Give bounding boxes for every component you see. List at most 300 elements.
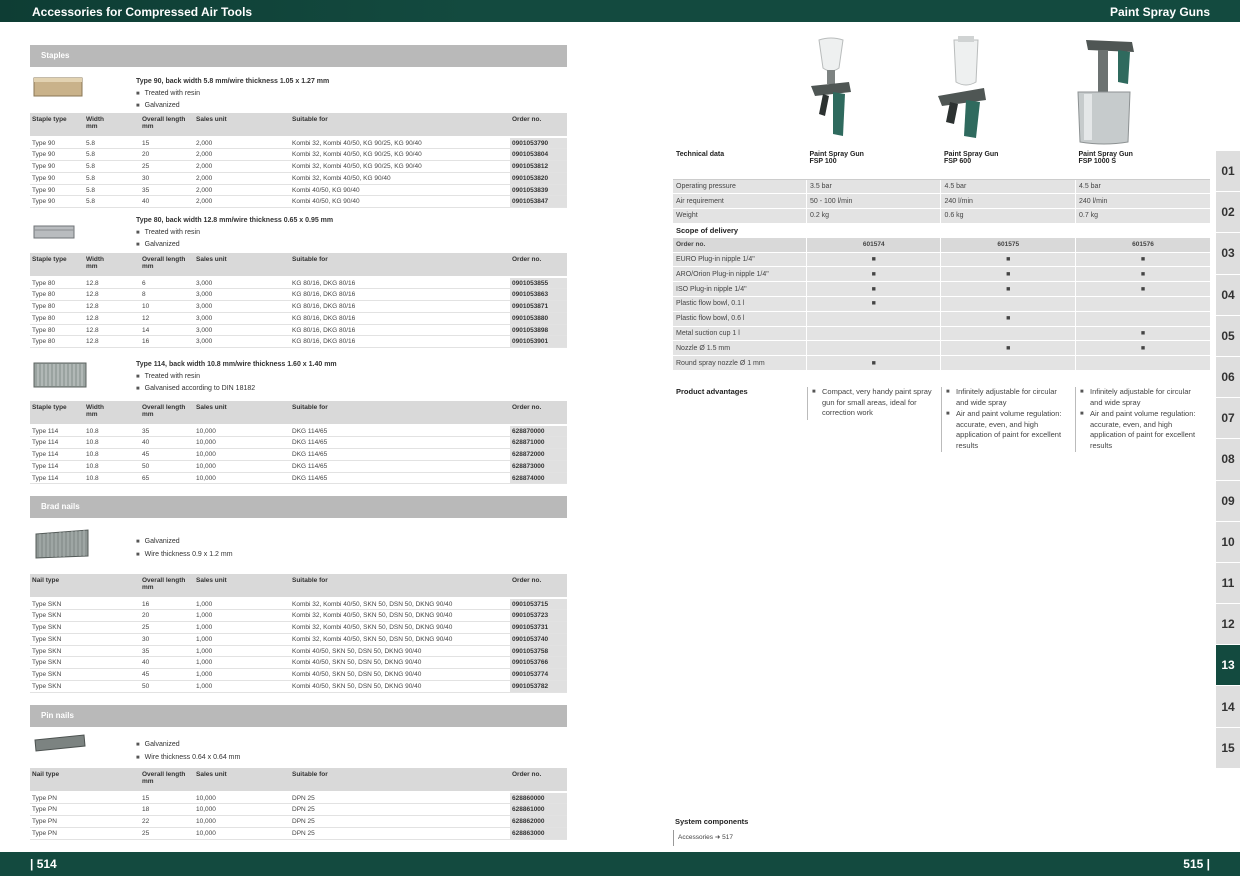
table-cell: 4.5 bar [941, 179, 1076, 194]
order-number: 628863000 [510, 827, 567, 839]
order-number: 628874000 [510, 472, 567, 484]
fsp600-image [932, 36, 994, 140]
product-name: Paint Spray Gun FSP 100 [806, 149, 941, 179]
table-row [30, 460, 567, 472]
order-number: 628871000 [510, 437, 567, 449]
order-number: 0901053782 [510, 681, 567, 693]
order-number: 628862000 [510, 816, 567, 828]
order-number: 0901053723 [510, 610, 567, 622]
table-cell: 16 [140, 598, 194, 610]
table-cell: DKG 114/65 [290, 437, 510, 449]
table-row [30, 161, 567, 173]
table-cell [84, 827, 140, 839]
table-row [30, 645, 567, 657]
bullet: ■ Wire thickness 0.9 x 1.2 mm [136, 549, 233, 562]
table-cell: Type SKN [30, 633, 84, 645]
chapter-tab[interactable]: 10 [1216, 522, 1240, 563]
table-row [30, 301, 567, 313]
table-cell: 3,000 [194, 277, 290, 289]
staples-type80-image [32, 222, 76, 242]
footer-band [0, 852, 1240, 876]
table-cell: 5.8 [84, 137, 140, 149]
table-cell: 10,000 [194, 827, 290, 839]
table-cell: 3.5 bar [806, 179, 941, 194]
technical-data-table [673, 149, 1210, 371]
order-number: 601574 [806, 237, 941, 252]
table-cell: 35 [140, 184, 194, 196]
table-cell: Type SKN [30, 681, 84, 693]
scope-item-label: Plastic flow bowl, 0.6 l [673, 311, 806, 326]
advantages-col-fsp100 [807, 387, 935, 420]
accessories-link[interactable]: Accessories ➜ 517 [673, 830, 733, 846]
column-header: Sales unit [194, 574, 290, 598]
table-cell: 40 [140, 437, 194, 449]
table-cell [84, 657, 140, 669]
table-row [30, 792, 567, 804]
table-cell: 3,000 [194, 301, 290, 313]
table-cell: KG 80/16, DKG 80/16 [290, 301, 510, 313]
table-cell: Type 90 [30, 161, 84, 173]
table-cell: 12.8 [84, 289, 140, 301]
empty-cell [941, 297, 1076, 312]
table-cell: 15 [140, 792, 194, 804]
chapter-tab[interactable]: 07 [1216, 398, 1240, 439]
included-mark: ■ [941, 252, 1076, 267]
table-cell: 10 [140, 301, 194, 313]
advantage-item: ■ Infinitely adjustable for circular and wide spray [1080, 387, 1203, 408]
empty-cell [1075, 356, 1210, 371]
tech-header-row [673, 149, 1210, 179]
pin-nails-desc [136, 739, 240, 764]
table-cell: Kombi 32, Kombi 40/50, SKN 50, DSN 50, DKNG 90/40 [290, 633, 510, 645]
staples-type80-title: Type 80, back width 12.8 mm/wire thickness 0.65 x 0.95 mm [136, 217, 334, 224]
fsp100-image [805, 36, 857, 140]
table-cell: 5.8 [84, 172, 140, 184]
table-cell: 35 [140, 425, 194, 437]
included-mark: ■ [1075, 326, 1210, 341]
fsp1000s-image [1068, 36, 1152, 146]
table-cell: 6 [140, 277, 194, 289]
advantage-item: ■ Air and paint volume regulation: accurate, even, and high application of paint for excellent results [1080, 409, 1203, 451]
column-header: Staple type [30, 113, 84, 137]
table-cell: Type 114 [30, 472, 84, 484]
table-cell: Kombi 32, Kombi 40/50, KG 90/25, KG 90/40 [290, 161, 510, 173]
order-number: 0901053863 [510, 289, 567, 301]
table-row [30, 137, 567, 149]
staples-type114-table [30, 401, 567, 484]
table-cell [84, 816, 140, 828]
scope-row [673, 282, 1210, 297]
table-row [30, 425, 567, 437]
staples-type90-desc [136, 76, 329, 113]
table-cell: 12.8 [84, 277, 140, 289]
advantage-item: ■ Air and paint volume regulation: accurate, even, and high application of paint for excellent results [946, 409, 1069, 451]
table-cell: 50 [140, 681, 194, 693]
table-cell: 40 [140, 657, 194, 669]
table-cell: Kombi 40/50, SKN 50, DSN 50, DKNG 90/40 [290, 681, 510, 693]
tech-row [673, 194, 1210, 209]
column-header: Order no. [510, 401, 567, 425]
table-row [30, 827, 567, 839]
table-cell: Type 90 [30, 137, 84, 149]
table-cell: 240 l/min [941, 194, 1076, 209]
table-cell: 35 [140, 645, 194, 657]
table-cell: Type 114 [30, 425, 84, 437]
table-cell: 40 [140, 196, 194, 208]
table-cell: 1,000 [194, 622, 290, 634]
scope-item-label: Plastic flow bowl, 0.1 l [673, 297, 806, 312]
scope-item-label: Nozzle Ø 1.5 mm [673, 341, 806, 356]
table-cell [84, 669, 140, 681]
table-cell: 2,000 [194, 172, 290, 184]
order-number: 0901053766 [510, 657, 567, 669]
column-header: Overall length mm [140, 574, 194, 598]
advantage-item: ■ Compact, very handy paint spray gun for small areas, ideal for correction work [812, 387, 935, 419]
advantages-col-fsp600 [941, 387, 1069, 452]
order-number: 0901053901 [510, 336, 567, 348]
column-header: Overall length mm [140, 253, 194, 277]
order-number: 0901053715 [510, 598, 567, 610]
table-cell: 240 l/min [1075, 194, 1210, 209]
table-cell: 2,000 [194, 161, 290, 173]
order-no-label: Order no. [673, 237, 806, 252]
table-cell: 25 [140, 161, 194, 173]
brad-nails-image [32, 526, 92, 562]
column-header: Order no. [510, 768, 567, 792]
column-header: Order no. [510, 253, 567, 277]
empty-cell [941, 356, 1076, 371]
table-cell: KG 80/16, DKG 80/16 [290, 324, 510, 336]
table-cell: 10.8 [84, 460, 140, 472]
table-cell: 2,000 [194, 196, 290, 208]
order-number-row [673, 237, 1210, 252]
included-mark: ■ [1075, 282, 1210, 297]
table-row [30, 681, 567, 693]
table-cell: 45 [140, 669, 194, 681]
empty-cell [806, 341, 941, 356]
table-cell: Weight [673, 209, 806, 224]
bullet: ■ Treated with resin [136, 371, 337, 384]
order-number: 0901053880 [510, 312, 567, 324]
product-name: Paint Spray Gun FSP 1000 S [1075, 149, 1210, 179]
table-cell: 1,000 [194, 681, 290, 693]
table-cell: 12.8 [84, 336, 140, 348]
system-components-title: System components [675, 817, 749, 826]
order-number: 0901053820 [510, 172, 567, 184]
table-header-row [30, 574, 567, 598]
table-cell: 30 [140, 633, 194, 645]
table-cell: 3,000 [194, 289, 290, 301]
table-cell: 1,000 [194, 598, 290, 610]
table-cell: Type 114 [30, 460, 84, 472]
table-cell: DKG 114/65 [290, 460, 510, 472]
chapter-tab[interactable]: 03 [1216, 233, 1240, 274]
table-cell: Type 90 [30, 184, 84, 196]
brad-nails-table [30, 574, 567, 693]
empty-cell [941, 326, 1076, 341]
table-header-row [30, 401, 567, 425]
table-cell: 20 [140, 149, 194, 161]
table-row [30, 336, 567, 348]
table-cell: Type PN [30, 827, 84, 839]
table-cell: 1,000 [194, 633, 290, 645]
table-cell: Type 80 [30, 312, 84, 324]
order-number: 0901053774 [510, 669, 567, 681]
table-cell: 0.2 kg [806, 209, 941, 224]
table-cell: DPN 25 [290, 804, 510, 816]
table-row [30, 622, 567, 634]
chapter-tab[interactable]: 01 [1216, 151, 1240, 192]
table-cell: 1,000 [194, 645, 290, 657]
column-header: Nail type [30, 574, 84, 598]
order-number: 628860000 [510, 792, 567, 804]
table-cell: 50 - 100 l/min [806, 194, 941, 209]
order-number: 628861000 [510, 804, 567, 816]
staples-type114-desc [136, 359, 337, 396]
table-cell: 10,000 [194, 792, 290, 804]
included-mark: ■ [1075, 341, 1210, 356]
column-header: Width mm [84, 253, 140, 277]
column-header: Sales unit [194, 113, 290, 137]
table-cell: 10.8 [84, 437, 140, 449]
table-cell: Kombi 40/50, KG 90/40 [290, 184, 510, 196]
page-number-right: 515 | [1183, 857, 1210, 871]
product-name: Paint Spray Gun FSP 600 [941, 149, 1076, 179]
column-header: Nail type [30, 768, 84, 792]
bullet: ■ Treated with resin [136, 227, 333, 240]
table-cell: Type SKN [30, 622, 84, 634]
header-band-mid-left [472, 0, 620, 22]
table-cell: DPN 25 [290, 827, 510, 839]
table-cell [84, 610, 140, 622]
table-cell: Type PN [30, 816, 84, 828]
table-row [30, 610, 567, 622]
table-row [30, 437, 567, 449]
table-cell: 20 [140, 610, 194, 622]
table-row [30, 633, 567, 645]
table-cell: Type 90 [30, 149, 84, 161]
table-row [30, 289, 567, 301]
scope-of-delivery-label: Scope of delivery [673, 223, 1210, 237]
table-cell: DKG 114/65 [290, 449, 510, 461]
table-cell: 5.8 [84, 184, 140, 196]
included-mark: ■ [806, 297, 941, 312]
table-cell: 10,000 [194, 472, 290, 484]
table-cell: DPN 25 [290, 792, 510, 804]
scope-item-label: Round spray nozzle Ø 1 mm [673, 356, 806, 371]
table-cell: Kombi 32, Kombi 40/50, SKN 50, DSN 50, DKNG 90/40 [290, 622, 510, 634]
empty-cell [1075, 297, 1210, 312]
staples-type114-image [32, 360, 88, 390]
pin-nails-table [30, 768, 567, 840]
empty-cell [1075, 311, 1210, 326]
bullet: ■ Galvanized [136, 739, 240, 752]
chapter-tab[interactable]: 06 [1216, 357, 1240, 398]
staples-type90-title: Type 90, back width 5.8 mm/wire thickness 1.05 x 1.27 mm [136, 78, 330, 85]
order-number: 0901053812 [510, 161, 567, 173]
chapter-tab[interactable]: 08 [1216, 439, 1240, 480]
column-header: Suitable for [290, 768, 510, 792]
scope-item-label: Metal suction cup 1 l [673, 326, 806, 341]
included-mark: ■ [941, 341, 1076, 356]
pin-nails-image [32, 732, 88, 754]
chapter-tab[interactable]: 09 [1216, 481, 1240, 522]
table-row [30, 172, 567, 184]
table-cell: Kombi 32, Kombi 40/50, SKN 50, DSN 50, DKNG 90/40 [290, 610, 510, 622]
table-header-row [30, 768, 567, 792]
table-cell: 5.8 [84, 196, 140, 208]
table-cell [84, 645, 140, 657]
table-cell: 10,000 [194, 437, 290, 449]
table-cell [84, 633, 140, 645]
table-cell: Type 80 [30, 277, 84, 289]
section-staples-header: Staples [30, 45, 567, 67]
chapter-tab[interactable]: 12 [1216, 604, 1240, 645]
advantage-item: ■ Infinitely adjustable for circular and wide spray [946, 387, 1069, 408]
scope-row [673, 356, 1210, 371]
table-cell: KG 80/16, DKG 80/16 [290, 289, 510, 301]
table-cell: Type PN [30, 804, 84, 816]
table-cell [84, 792, 140, 804]
table-cell: 65 [140, 472, 194, 484]
table-cell: 1,000 [194, 669, 290, 681]
chapter-tab[interactable]: 13 [1216, 645, 1240, 686]
table-cell [84, 622, 140, 634]
table-cell: 1,000 [194, 657, 290, 669]
table-cell: Type SKN [30, 610, 84, 622]
section-brad-nails-header: Brad nails [30, 496, 567, 518]
order-number: 628873000 [510, 460, 567, 472]
table-cell: 12.8 [84, 301, 140, 313]
table-cell [84, 681, 140, 693]
table-cell: DKG 114/65 [290, 472, 510, 484]
order-number: 0901053804 [510, 149, 567, 161]
column-header: Order no. [510, 574, 567, 598]
scope-row [673, 311, 1210, 326]
chapter-tab[interactable]: 05 [1216, 316, 1240, 357]
table-cell: Kombi 32, Kombi 40/50, KG 90/25, KG 90/40 [290, 137, 510, 149]
brad-nails-desc [136, 536, 233, 561]
chapter-tab[interactable]: 02 [1216, 192, 1240, 233]
column-header: Sales unit [194, 768, 290, 792]
included-mark: ■ [1075, 267, 1210, 282]
column-header: Width mm [84, 401, 140, 425]
table-cell: Operating pressure [673, 179, 806, 194]
table-cell: Kombi 32, Kombi 40/50, KG 90/40 [290, 172, 510, 184]
table-cell: Type 80 [30, 336, 84, 348]
table-row [30, 657, 567, 669]
chapter-tabs [1216, 151, 1240, 769]
empty-cell [806, 311, 941, 326]
table-cell: 3,000 [194, 336, 290, 348]
order-number: 601575 [941, 237, 1076, 252]
table-cell: 4.5 bar [1075, 179, 1210, 194]
included-mark: ■ [806, 252, 941, 267]
page-number-left: | 514 [30, 857, 57, 871]
column-header: Sales unit [194, 401, 290, 425]
table-cell: KG 80/16, DKG 80/16 [290, 336, 510, 348]
table-cell: Type 80 [30, 289, 84, 301]
order-number: 0901053731 [510, 622, 567, 634]
table-cell [84, 804, 140, 816]
column-header: Suitable for [290, 401, 510, 425]
table-row [30, 184, 567, 196]
table-cell: Type 114 [30, 437, 84, 449]
scope-row [673, 252, 1210, 267]
chapter-tab[interactable]: 15 [1216, 728, 1240, 769]
table-cell: Air requirement [673, 194, 806, 209]
included-mark: ■ [806, 282, 941, 297]
table-row [30, 277, 567, 289]
order-number: 0901053839 [510, 184, 567, 196]
column-header: Overall length mm [140, 401, 194, 425]
chapter-tab[interactable]: 11 [1216, 563, 1240, 604]
column-header: Staple type [30, 253, 84, 277]
table-row [30, 449, 567, 461]
order-number: 0901053855 [510, 277, 567, 289]
table-cell: 2,000 [194, 137, 290, 149]
table-cell [84, 598, 140, 610]
order-number: 0901053898 [510, 324, 567, 336]
order-number: 628872000 [510, 449, 567, 461]
chapter-tab[interactable]: 04 [1216, 275, 1240, 316]
table-cell: 10.8 [84, 425, 140, 437]
chapter-tab[interactable]: 14 [1216, 686, 1240, 727]
table-cell: Type 80 [30, 301, 84, 313]
staples-type90-image [32, 74, 84, 100]
staples-type90-table [30, 113, 567, 208]
section-pin-nails-header: Pin nails [30, 705, 567, 727]
tech-row [673, 179, 1210, 194]
staples-type114-title: Type 114, back width 10.8 mm/wire thickness 1.60 x 1.40 mm [136, 361, 337, 368]
scope-label-row [673, 223, 1210, 237]
order-number: 601576 [1075, 237, 1210, 252]
scope-item-label: ISO Plug-in nipple 1/4" [673, 282, 806, 297]
table-cell: 10,000 [194, 449, 290, 461]
order-number: 0901053871 [510, 301, 567, 313]
table-cell: DPN 25 [290, 816, 510, 828]
table-cell: Kombi 32, Kombi 40/50, KG 90/25, KG 90/40 [290, 149, 510, 161]
table-cell: 50 [140, 460, 194, 472]
table-cell: Type 90 [30, 172, 84, 184]
column-header: Suitable for [290, 574, 510, 598]
bullet: ■ Galvanized [136, 100, 329, 113]
table-cell: 10,000 [194, 425, 290, 437]
table-cell: 22 [140, 816, 194, 828]
bullet: ■ Galvanised according to DIN 18182 [136, 383, 337, 396]
table-cell: 3,000 [194, 312, 290, 324]
table-cell: 12.8 [84, 324, 140, 336]
table-row [30, 472, 567, 484]
order-number: 0901053740 [510, 633, 567, 645]
table-cell: 5.8 [84, 161, 140, 173]
table-cell: 45 [140, 449, 194, 461]
table-row [30, 669, 567, 681]
staples-type80-desc [136, 215, 333, 252]
table-cell: 10,000 [194, 816, 290, 828]
order-number: 0901053758 [510, 645, 567, 657]
staples-type80-table [30, 253, 567, 348]
table-cell: Type 114 [30, 449, 84, 461]
scope-row [673, 341, 1210, 356]
bullet: ■ Treated with resin [136, 88, 329, 101]
table-cell: Kombi 40/50, KG 90/40 [290, 196, 510, 208]
product-advantages-label: Product advantages [676, 387, 748, 396]
table-cell: 10,000 [194, 804, 290, 816]
bullet: ■ Galvanized [136, 239, 333, 252]
table-cell: Type SKN [30, 657, 84, 669]
included-mark: ■ [806, 267, 941, 282]
